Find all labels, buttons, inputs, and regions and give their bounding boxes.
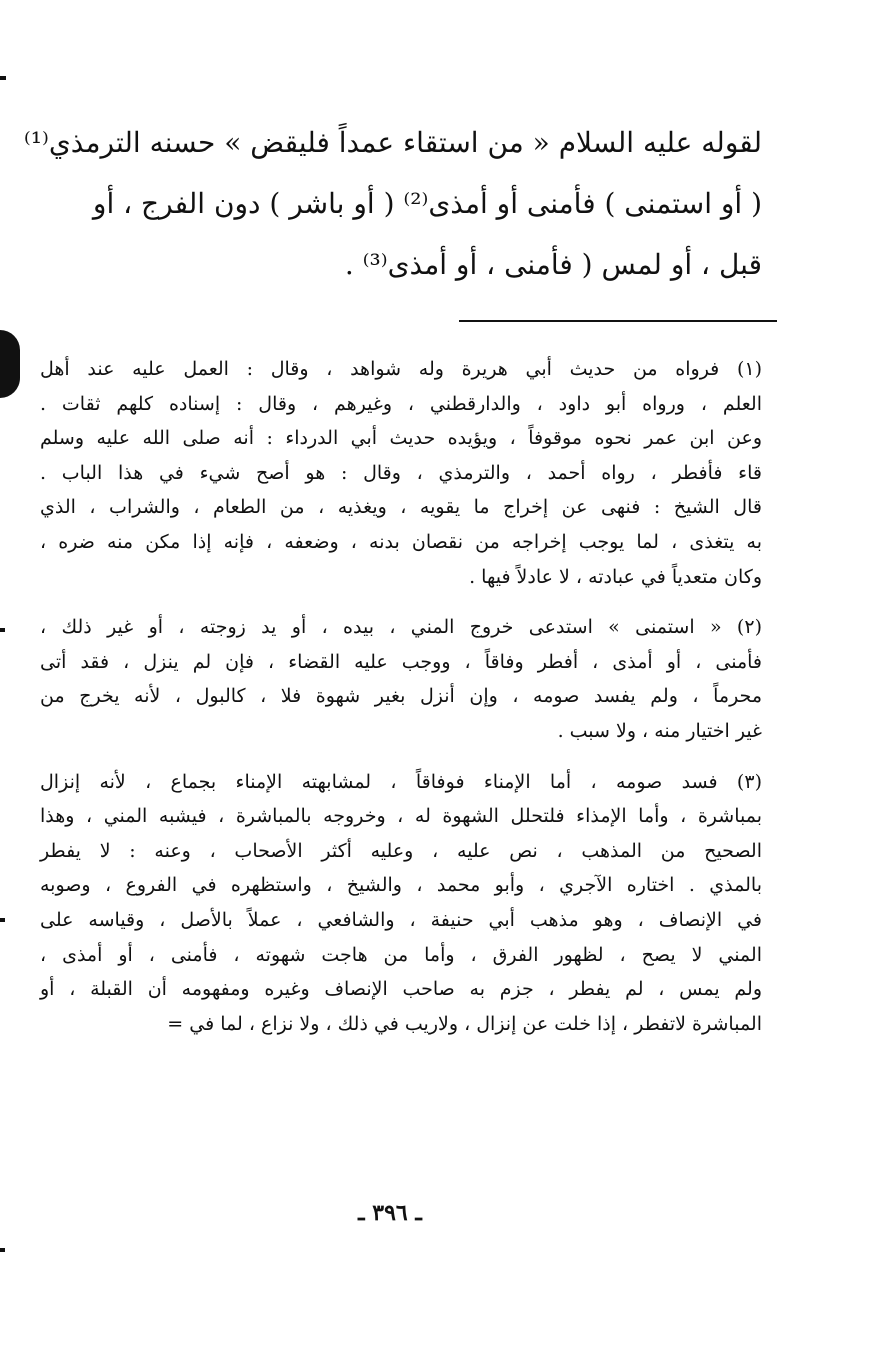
footnote-line: المني لا يصح ، لظهور الفرق ، وأما من هاجت شهوته ، فأمنى ، أو أمذى ، — [40, 943, 762, 966]
footnote-line: محرماً ، ولم يفسد صومه ، وإن أنزل بغير شهوة فلا ، كالبول ، لأنه يخرج من — [40, 685, 762, 708]
scan-edge-mark-middle — [0, 628, 5, 632]
footnote-line: بمباشرة ، وأما الإمذاء فلتحلل الشهوة له ، وخروجه بالمباشرة ، فيشبه المني ، وهذا — [40, 805, 762, 828]
footnote-line: قال الشيخ : فنهى عن إخراج ما يقويه ، ويغذيه ، من الطعام ، والشراب ، الذي — [40, 496, 762, 519]
main-text-block — [23, 112, 762, 295]
footnote-line: وعن ابن عمر نحوه موقوفاً ، ويؤيده حديث أبي الدرداء : أنه صلى الله عليه وسلم — [40, 427, 762, 450]
page-number: ـ ٣٩٦ ـ — [358, 1200, 422, 1226]
footnote-line: فأمنى ، أو أمذى ، أفطر وفاقاً ، ووجب عليه القضاء ، فإن لم ينزل ، فقد أتى — [40, 650, 762, 673]
footnote-line: غير اختيار منه ، ولا سبب . — [557, 719, 762, 742]
footnote-line: في الإنصاف ، وهو مذهب أبي حنيفة ، والشافعي ، عملاً بالأصل ، وقياسه على — [40, 908, 762, 931]
footnote-line: المباشرة لاتفطر ، إذا خلت عن إنزال ، ولاريب في ذلك ، ولا نزاع ، لما في = — [167, 1012, 762, 1035]
footnote-3 — [40, 765, 762, 1042]
scan-edge-mark-bottom — [0, 1248, 5, 1252]
footnote-line: العلم ، ورواه أبو داود ، والدارقطني ، وغيرهم ، وقال : إسناده كلهم ثقات . — [40, 392, 762, 415]
footnote-line: (٢) « استمنى » استدعى خروج المني ، بيده ، أو يد زوجته ، أو غير ذلك ، — [40, 616, 762, 639]
footnote-line: بالمذي . اختاره الآجري ، وأبو محمد ، والشيخ ، واستظهره في الفروع ، وصوبه — [40, 874, 762, 897]
main-text-line: ( أو استمنى ) فأمنى أو أمذى⁽²⁾ ( أو باشر ) دون الفرج ، أو — [92, 187, 762, 220]
footnote-line: (١) فرواه من حديث أبي هريرة وله شواهد ، وقال : العمل عليه عند أهل — [40, 358, 762, 380]
footnote-line: وكان متعدياً في عبادته ، لا عادلاً فيها . — [469, 565, 762, 588]
footnote-line: به يتغذى ، لما يوجب إخراجه من نقصان بدنه ، وضعفه ، فإنه إذا مكن منه ضره ، — [40, 530, 762, 553]
footnotes-section — [40, 352, 762, 1057]
scan-edge-mark-lower — [0, 918, 5, 922]
footnote-1 — [40, 352, 762, 594]
footnote-separator — [459, 320, 777, 322]
scan-ink-blot — [0, 330, 20, 398]
scan-edge-mark-top — [0, 76, 6, 80]
footnote-line: ولم يمس ، لم يفطر ، جزم به صاحب الإنصاف وغيره ومفهومه أن القبلة ، أو — [40, 978, 762, 1001]
footnote-line: قاء فأفطر ، رواه أحمد ، والترمذي ، وقال : هو أصح شيء في هذا الباب . — [40, 461, 762, 484]
footnote-2 — [40, 610, 762, 748]
footnote-line: (٣) فسد صومه ، أما الإمناء فوفاقاً ، لمشابهته الإمناء بجماع ، لأنه إنزال — [40, 770, 762, 793]
main-text-line: قبل ، أو لمس ( فأمنى ، أو أمذى⁽³⁾ . — [344, 248, 762, 281]
footnote-line: الصحيح من المذهب ، نص عليه ، وعليه أكثر الأصحاب ، وعنه : لا يفطر — [40, 839, 762, 862]
main-text-line: لقوله عليه السلام « من استقاء عمداً فليقض » حسنه الترمذي⁽¹⁾ — [23, 126, 762, 159]
